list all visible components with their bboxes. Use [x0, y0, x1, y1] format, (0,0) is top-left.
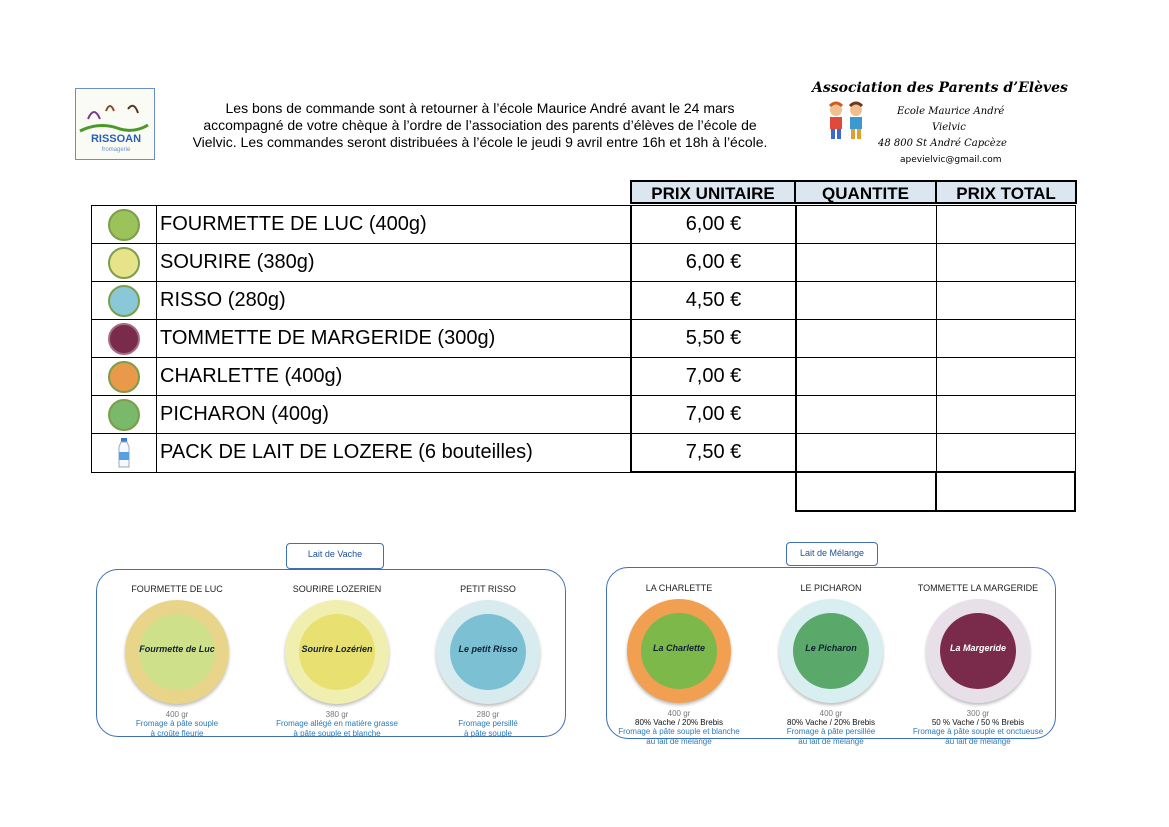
table-row	[92, 434, 1076, 473]
unit-price: 6,00 €	[631, 244, 796, 282]
email: apevielvic@gmail.com	[900, 155, 1002, 165]
cheese-card-name: PETIT RISSO	[460, 584, 516, 594]
table-row	[92, 320, 1076, 358]
total-cell[interactable]	[936, 434, 1075, 473]
product-name: FOURMETTE DE LUC (400g)	[157, 206, 632, 244]
association-title: Association des Parents d’Elèves	[812, 80, 1068, 96]
cheese-image-label: Le petit Risso	[458, 644, 518, 654]
fromagerie-logo	[75, 88, 155, 160]
product-name: CHARLETTE (400g)	[157, 358, 632, 396]
product-name: PICHARON (400g)	[157, 396, 632, 434]
cheese-icon	[108, 323, 140, 355]
cheese-desc: au lait de mélange	[798, 737, 864, 746]
total-cell[interactable]	[936, 282, 1075, 320]
cheese-image-label: La Margeride	[949, 643, 1007, 653]
cheese-desc: Fromage persillé	[458, 719, 518, 728]
cheese-image-label: Sourire Lozérien	[301, 644, 373, 654]
cheese-weight: 400 gr	[667, 709, 691, 718]
quantity-cell[interactable]	[796, 396, 936, 434]
unit-price: 7,50 €	[631, 434, 796, 473]
quantity-cell[interactable]	[796, 320, 936, 358]
quantity-cell[interactable]	[796, 282, 936, 320]
children-icon	[822, 100, 870, 144]
cheese-image-label: La Charlette	[652, 643, 705, 653]
header-total: PRIX TOTAL	[937, 180, 1077, 204]
milk-bottle-icon	[116, 438, 132, 468]
cheese-image	[436, 600, 540, 704]
cheese-icon	[108, 361, 140, 393]
header-quantity: QUANTITE	[796, 180, 937, 204]
cheese-image	[779, 599, 883, 703]
cheese-card-name: FOURMETTE DE LUC	[131, 584, 223, 594]
cheese-desc: Fromage à pâte persillée	[786, 727, 876, 736]
grand-total-row	[92, 472, 1076, 511]
cheese-milk-mix: 80% Vache / 20% Brebis	[635, 718, 723, 727]
unit-price: 6,00 €	[631, 206, 796, 244]
cheese-icon	[108, 209, 140, 241]
cheese-desc: à pâte souple et blanche	[293, 729, 381, 738]
cheese-milk-mix: 50 % Vache / 50 % Brebis	[931, 718, 1025, 727]
cheese-card-name: LE PICHARON	[800, 583, 862, 593]
table-row	[92, 396, 1076, 434]
unit-price: 7,00 €	[631, 396, 796, 434]
cheese-icon	[108, 247, 140, 279]
total-cell[interactable]	[936, 396, 1075, 434]
order-table	[91, 205, 1076, 512]
table-row	[92, 282, 1076, 320]
intro-line: accompagné de votre chèque à l’ordre de l’association des parents d’élèves de l’école de	[203, 117, 757, 133]
table-row	[92, 206, 1076, 244]
cheese-desc: au lait de mélange	[646, 737, 712, 746]
unit-price: 7,00 €	[631, 358, 796, 396]
quantity-cell[interactable]	[796, 358, 936, 396]
cheese-image	[926, 599, 1030, 703]
cow-milk-tag: Lait de Vache	[286, 543, 384, 569]
address: 48 800 St André Capcèze	[878, 138, 1007, 149]
cheese-desc: à croûte fleurie	[150, 729, 204, 738]
cheese-card	[910, 583, 1046, 747]
total-cell[interactable]	[936, 358, 1075, 396]
cheese-card-name: TOMMETTE LA MARGERIDE	[917, 583, 1039, 593]
cheese-card	[112, 584, 242, 739]
quantity-cell[interactable]	[796, 244, 936, 282]
quantity-cell[interactable]	[796, 206, 936, 244]
cheese-desc: Fromage à pâte souple et onctueuse	[912, 727, 1044, 736]
cheese-card	[423, 584, 553, 739]
cheese-desc: Fromage à pâte souple	[135, 719, 219, 728]
cheese-weight: 300 gr	[966, 709, 990, 718]
mixed-milk-tag: Lait de Mélange	[786, 542, 878, 566]
intro-line: Les bons de commande sont à retourner à l’école Maurice André avant le 24 mars	[225, 100, 735, 116]
cheese-milk-mix: 80% Vache / 20% Brebis	[787, 718, 875, 727]
cheese-weight: 400 gr	[819, 709, 843, 718]
quantity-cell[interactable]	[796, 434, 936, 473]
product-name: SOURIRE (380g)	[157, 244, 632, 282]
cheese-card-name: LA CHARLETTE	[645, 583, 713, 593]
school-name: Ecole Maurice André	[897, 106, 1005, 117]
cheese-image	[125, 600, 229, 704]
cheese-card	[272, 584, 402, 739]
total-cell[interactable]	[936, 320, 1075, 358]
cheese-image	[285, 600, 389, 704]
cheese-image	[627, 599, 731, 703]
intro-line: Vielvic. Les commandes seront distribuées à l’école le jeudi 9 avril entre 16h et 18h à l’école.	[192, 134, 768, 150]
cheese-card	[614, 583, 744, 747]
cheese-desc: au lait de mélange	[945, 737, 1011, 746]
cheese-image-label: Le Picharon	[805, 643, 857, 653]
grand-total-price[interactable]	[936, 472, 1075, 511]
total-cell[interactable]	[936, 244, 1075, 282]
cheese-weight: 380 gr	[325, 710, 349, 719]
product-name: PACK DE LAIT DE LOZERE (6 bouteilles)	[157, 434, 632, 473]
cheese-desc: Fromage à pâte souple et blanche	[618, 727, 740, 736]
cheese-icon	[108, 285, 140, 317]
table-row	[92, 358, 1076, 396]
cheese-weight: 280 gr	[476, 710, 500, 719]
cheese-card-name: SOURIRE LOZERIEN	[292, 584, 382, 594]
grand-total-quantity[interactable]	[796, 472, 936, 511]
cheese-weight: 400 gr	[165, 710, 189, 719]
unit-price: 4,50 €	[631, 282, 796, 320]
unit-price: 5,50 €	[631, 320, 796, 358]
cheese-desc: Fromage allégé en matière grasse	[276, 719, 398, 728]
intro-text	[160, 100, 800, 151]
table-row	[92, 244, 1076, 282]
logo-text: RISSOAN	[90, 133, 142, 145]
total-cell[interactable]	[936, 206, 1075, 244]
cheese-desc: à pâte souple	[463, 729, 513, 738]
cheese-card	[766, 583, 896, 747]
cheese-icon	[108, 399, 140, 431]
town-name: Vielvic	[932, 122, 966, 133]
cheese-image-label: Fourmette de Luc	[139, 644, 215, 654]
product-name: RISSO (280g)	[157, 282, 632, 320]
header-unit-price: PRIX UNITAIRE	[630, 180, 796, 204]
product-name: TOMMETTE DE MARGERIDE (300g)	[157, 320, 632, 358]
logo-subtext: fromagerie	[101, 147, 131, 153]
